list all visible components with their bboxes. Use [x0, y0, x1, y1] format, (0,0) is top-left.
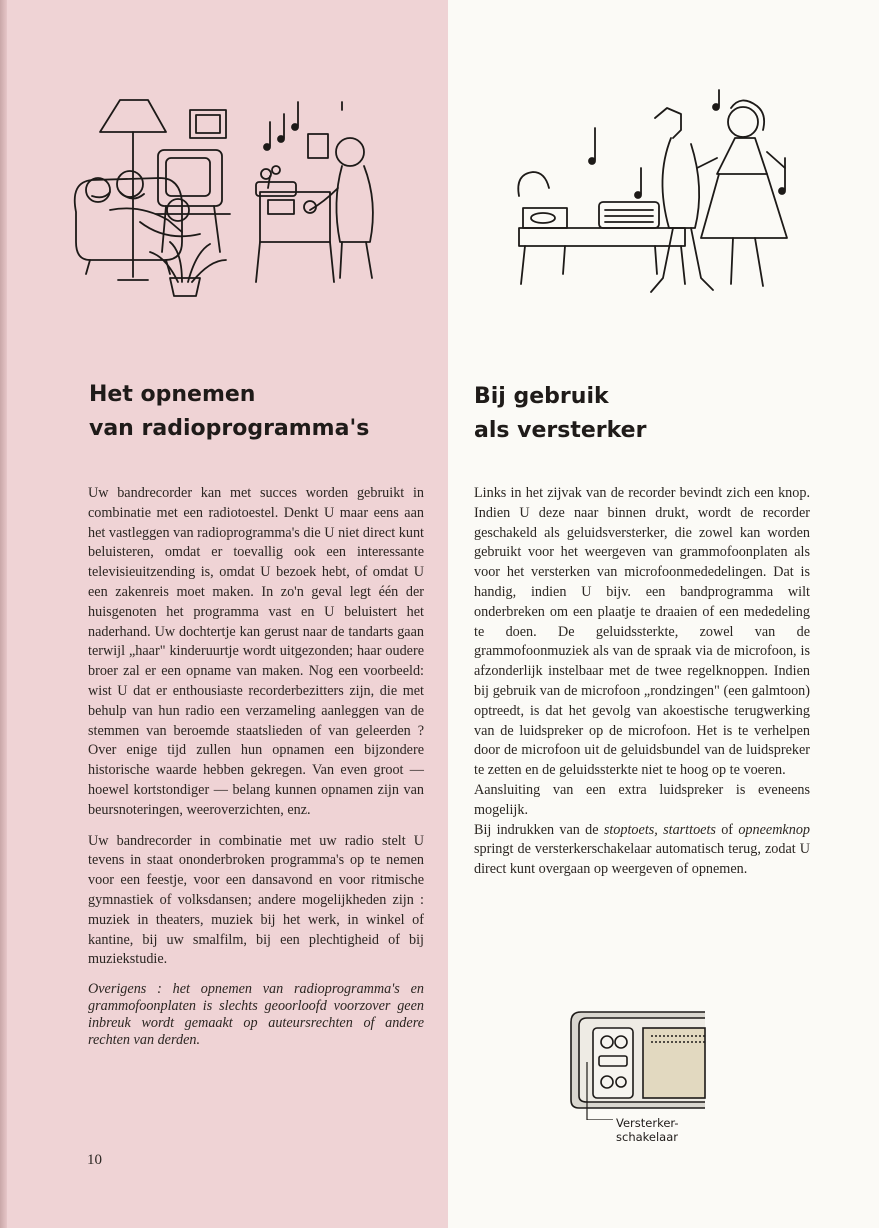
- right-paragraph: [474, 821, 810, 880]
- right-body-text: [474, 484, 810, 891]
- caption-line: Versterker-: [616, 1116, 679, 1130]
- right-heading: [474, 380, 646, 448]
- paragraph-text: of: [715, 821, 739, 838]
- left-heading-line: van radioprogramma's: [89, 416, 370, 441]
- opneemknop-term: opneemknop: [738, 821, 811, 838]
- amplifier-switch-diagram: [567, 1008, 707, 1120]
- page-number: 10: [87, 1152, 102, 1168]
- left-heading: [89, 378, 369, 446]
- right-heading-line: Bij gebruik: [474, 384, 609, 409]
- left-paragraph: Uw bandrecorder in combinatie met uw radio stelt U tevens in staat ononderbroken programma's op te nemen voor een feestje, voor een dansavond en voor ritmische gymnastiek of volksdansen; andere mogelijkheden zijn : muziek in theaters, muziek bij het werk, in winkel of kantine, bij uw smalfilm, bij een plechtigheid of bij muziekstudie.: [88, 832, 424, 968]
- left-paragraph: Uw bandrecorder kan met succes worden gebruikt in combinatie met een radiotoestel. Denkt U maar eens aan het vastleggen van radioprogramma's die U niet direct kunt beluisteren, omdat er toevallig ook een interessante televisieuitzending is, omdat U bezoek hebt, of omdat U een zakenreis moet maken. In zo'n geval legt één der huisgenoten het programma vast en U beluistert het naderhand. Uw dochtertje kan gerust naar de tandarts gaan terwijl „haar" kinderuurtje wordt uitgezonden; haar oudere broer zal er een opname van maken. Nog een voorbeeld: wist U dat er enthousiaste recorderbezitters zijn, die met behulp van hun radio een verzameling aanleggen van de stemmen van beroemde staatslieden of van geleerden ? Over enige tijd zullen hun opnamen een bijzondere historische waarde hebben gekregen. Van even groot — hoewel kortstondiger — belang kunnen opnamen zijn van beursnoteringen, weeroverzichten, enz.: [88, 485, 424, 818]
- right-paragraph: Links in het zijvak van de recorder bevindt zich een knop. Indien U deze naar binnen drukt, wordt de recorder geschakeld als geluidsversterker, die zowel kan worden gebruikt voor het weergeven van grammofoonplaten als voor het versterken van microfoonmededelingen. Dat is handig, indien U bijv. een bandprogramma wilt onderbreken om een plaatje te draaien of een mededeling te doen. De geluidssterkte, zowel van de grammofoonmuziek als van de spraak via de microfoon, is afzonderlijk instelbaar met de twee regelknoppen. Indien bij gebruik van de microfoon „rondzingen" (een galmtoon) optreedt, is dat het gevolg van akoestische terugwerking van de luidspreker op de microfoon. Het is te verhelpen door de microfoon uit de geluidsbundel van de luidspreker te zetten en de geluidssterkte niet te hoog op te voeren.: [474, 485, 810, 779]
- dancing-couple-illustration: [505, 78, 805, 308]
- left-heading-line: Het opnemen: [89, 382, 256, 407]
- stoptoets-starttoets-term: stoptoets, starttoets: [603, 821, 716, 838]
- paragraph-text: springt de versterkerschakelaar automatisch terug, zodat U direct kunt overgaan op weergeven of opnemen.: [474, 841, 810, 878]
- page-binding-edge: [0, 0, 7, 1228]
- right-heading-line: als versterker: [474, 418, 647, 443]
- amplifier-switch-caption: [616, 1116, 679, 1144]
- copyright-note: Overigens : het opnemen van radioprogramma's en grammofoonplaten is slechts geoorloofd voorzover geen inbreuk wordt gemaakt op auteursrechten of andere rechten van derden.: [88, 981, 424, 1049]
- living-room-radio-recording-illustration: [70, 92, 430, 302]
- caption-line: schakelaar: [616, 1130, 678, 1144]
- paragraph-text: Bij indrukken van de: [474, 821, 604, 838]
- right-paragraph: Aansluiting van een extra luidspreker is eveneens mogelijk.: [474, 781, 810, 818]
- left-body-text: [88, 484, 424, 1060]
